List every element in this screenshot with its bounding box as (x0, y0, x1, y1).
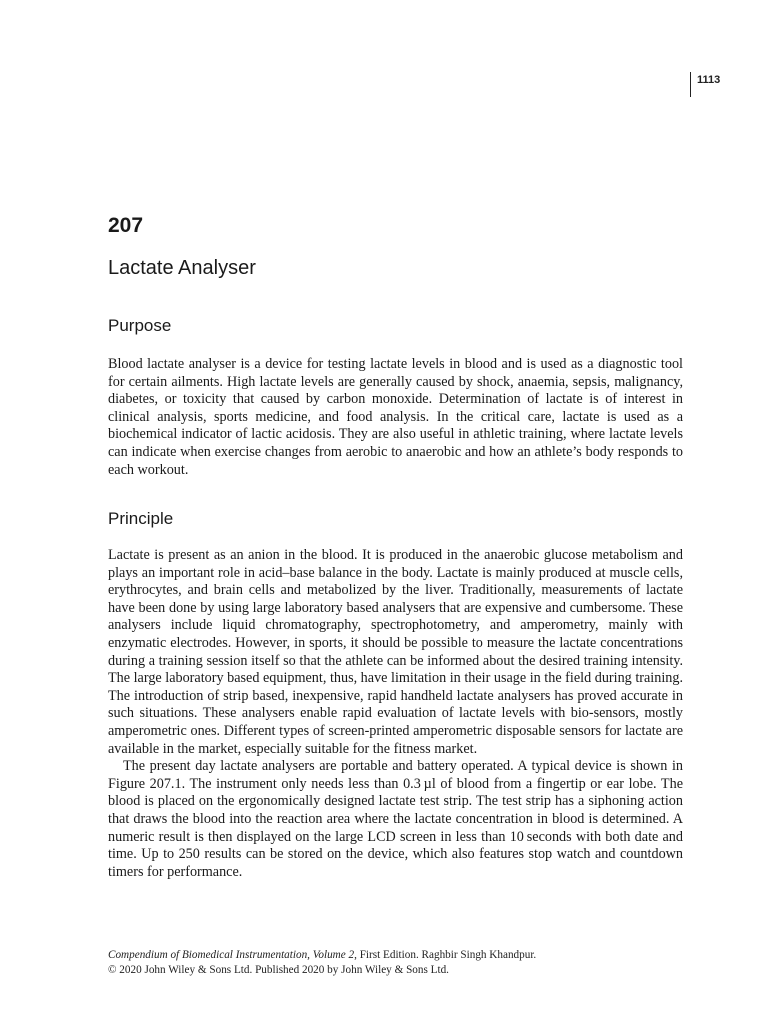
paragraph: Lactate is present as an anion in the blood. It is produced in the anaerobic glucose metabolism and plays an important role in acid–base balance in the body. Lactate is mainly produced at muscle cells, erythrocytes, and brain cells and metabolized by the liver. Traditionally, measurements of lactate have been done by using large laboratory based analysers that are expensive and cumbersome. These analysers include liquid chromatography, spectrophotometry, and amperometry, mainly with enzymatic electrodes. However, in sports, it should be possible to measure the lactate concentrations during a training session itself so that the athlete can be informed about the desired training intensity. The large laboratory based equipment, thus, have limitation in their usage in the field during training. The introduction of strip based, inexpensive, rapid handheld lactate analysers has proved accurate in such situations. These analysers enable rapid evaluation of lactate levels with bio-sensors, mostly amperometric ones. Different types of screen-printed amperometric disposable sensors for lactate are available in the market, especially suitable for the fitness market. (108, 547, 683, 757)
principle-body (108, 547, 683, 881)
paragraph: The present day lactate analysers are portable and battery operated. A typical device is shown in Figure 207.1. The instrument only needs less than 0.3 µl of blood from a fingertip or ear lobe. The blood is placed on the ergonomically designed lactate test strip. The test strip has a siphoning action that draws the blood into the reaction area where the lactate concentration in blood is determined. A numeric result is then displayed on the large LCD screen in less than 10 seconds with both date and time. Up to 250 results can be stored on the device, which also features stop watch and countdown timers for performance. (108, 758, 683, 880)
section-heading-purpose: Purpose (108, 316, 172, 335)
edition-author: , First Edition. Raghbir Singh Khandpur. (354, 949, 537, 961)
page-number-rule (690, 72, 691, 97)
chapter-number: 207 (108, 214, 144, 237)
copyright-line: © 2020 John Wiley & Sons Ltd. Published 2020 by John Wiley & Sons Ltd. (108, 964, 449, 976)
page-footer (108, 948, 688, 978)
purpose-body (108, 356, 683, 479)
book-title: Compendium of Biomedical Instrumentation, Volume 2 (108, 949, 355, 961)
section-heading-principle: Principle (108, 509, 174, 528)
paragraph: Blood lactate analyser is a device for testing lactate levels in blood and is used as a diagnostic tool for certain ailments. High lactate levels are generally caused by shock, anaemia, sepsis, malignancy, diabetes, or toxicity that caused by carbon monoxide. Determination of lactate is of interest in clinical analysis, sports medicine, and food analysis. In the critical care, lactate is used as a biochemical indicator of lactic acidosis. They are also useful in athletic training, where lactate levels can indicate when exercise changes from aerobic to anaerobic and how an athlete’s body responds to each workout. (108, 356, 683, 478)
page-number: 1113 (697, 74, 721, 86)
chapter-title: Lactate Analyser (108, 257, 256, 279)
citation-line (108, 948, 688, 963)
